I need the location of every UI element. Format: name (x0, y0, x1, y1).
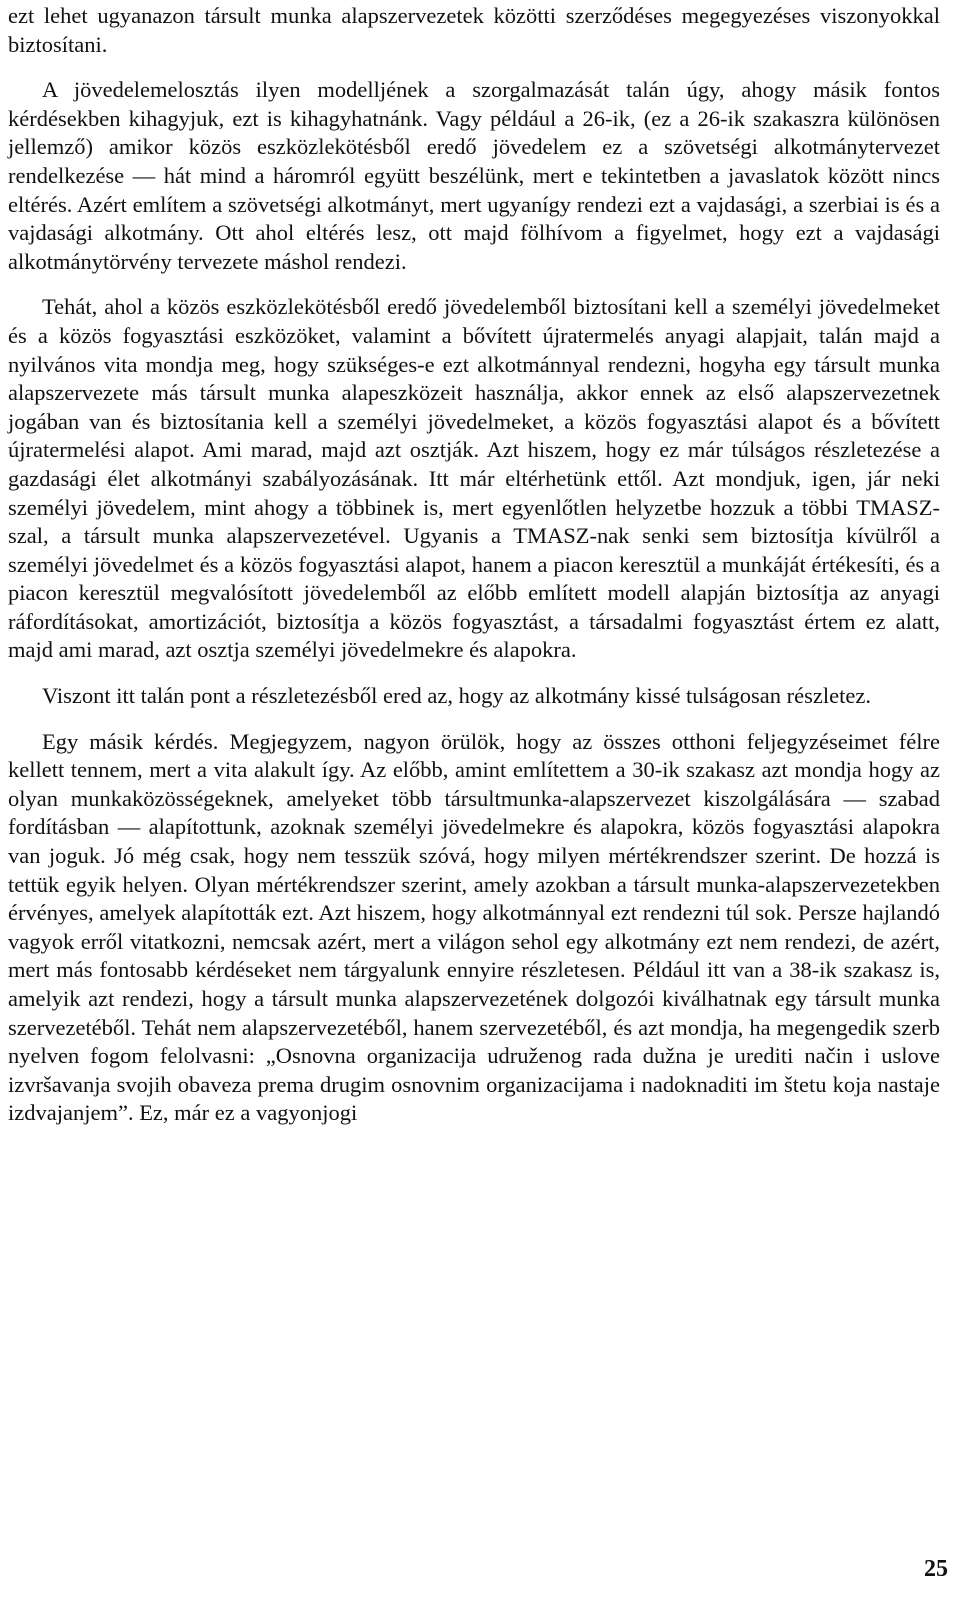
page-number: 25 (924, 1556, 948, 1582)
paragraph-3: Tehát, ahol a közös eszközlekötésből eredő jövedelemből biztosítani kell a személyi jövedelmeket és a közös fogyasztási eszközöket, valamint a bővített újratermelés anyagi alapjait, talán majd a nyilvános vita mondja meg, hogy szükséges-e ezt alkotmánnyal rendezni, hogyha egy társult munka alapszervezete más társult munka alapeszközeit használja, akkor ennek az első alapszervezetnek jogában van és biztosítania kell a személyi jövedelmeket, a közös fogyasztási alapot és a bővített újratermelési alapot. Ami marad, majd azt osztják. Azt hiszem, hogy ez már túlságos részletezése a gazdasági élet alkotmányi szabályozásának. Itt már eltérhetünk ettől. Azt mondjuk, igen, jár neki személyi jövedelem, mint ahogy a többinek is, mert egyenlőtlen helyzetbe hozzuk a többi TMASZ-szal, a társult munka alapszervezetével. Ugyanis a TMASZ-nak senki sem biztosítja kívülről a személyi jövedelmet és a közös fogyasztási alapot, hanem a piacon keresztül a munkáját értékesíti, és a piacon keresztül megvalósított jövedelemből az előbb említett modell alapján biztosítja az anyagi ráfordításokat, amortizációt, biztosítja a közös fogyasztást, a társadalmi fogyasztást értem ez alatt, majd ami marad, azt osztja személyi jövedelmekre és alapokra. (8, 294, 940, 663)
paragraph-2: A jövedelemelosztás ilyen modelljének a szorgalmazását talán úgy, ahogy másik fontos kérdésekben kihagyjuk, ezt is kihagyhatnánk. Vagy például a 26-ik, (ez a 26-ik szakaszra különösen jellemző) amikor közös eszközlekötésből eredő jövedelem ez a szövetségi alkotmánytervezet rendelkezése — hát mind a háromról együtt beszélünk, mert e tekintetben a javaslatok között nincs eltérés. Azért említem a szövetségi alkotmányt, mert ugyanígy rendezi ezt a vajdasági, a szerbiai is és a vajdasági alkotmány. Ott ahol eltérés lesz, ott majd fölhívom a figyelmet, hogy ezt a vajdasági alkotmánytörvény tervezete máshol rendezi. (8, 77, 940, 274)
document-body (8, 2, 940, 1145)
paragraph-5: Egy másik kérdés. Megjegyzem, nagyon örülök, hogy az összes otthoni feljegyzéseimet félre kellett tennem, mert a vita alakult így. Az előbb, amint említettem a 30-ik szakasz azt mondja hogy az olyan munkaközösségeknek, amelyeket több társultmunka-alapszervezet kiszolgálására — szabad fordításban — alapítottunk, azoknak személyi jövedelmekre és alapokra, közös fogyasztási alapokra van joguk. Jó még csak, hogy nem tesszük szóvá, hogy milyen mértékrendszer szerint. De hozzá is tettük egyik helyen. Olyan mértékrendszer szerint, amely azokban a társult munka-alapszervezetekben érvényes, amelyek alapították ezt. Azt hiszem, hogy alkotmánnyal ezt rendezni túl sok. Persze hajlandó vagyok erről vitatkozni, nemcsak azért, mert a világon sehol egy alkotmány ezt nem rendezi, de azért, mert más fontosabb kérdéseket nem tárgyalunk ennyire részletesen. Például itt van a 38-ik szakasz is, amelyik azt rendezi, hogy a társult munka alapszervezetének dolgozói kiválhatnak egy társult munka szervezetéből. Tehát nem alapszervezetéből, hanem szervezetéből, és azt mondja, ha megengedik szerb nyelven fogom felolvasni: „Osnovna organizacija udruženog rada dužna je urediti način i uslove izvršavanja svojih obaveza prema drugim osnovnim organizacijama i nadoknaditi im štetu koja nastaje izdvajanjem”. Ez, már ez a vagyonjogi (8, 728, 940, 1126)
paragraph-4: Viszont itt talán pont a részletezésből ered az, hogy az alkotmány kissé tulságosan részletez. (42, 683, 871, 709)
paragraph-1: ezt lehet ugyanazon társult munka alapszervezetek közötti szerződéses megegyezéses viszonyokkal biztosítani. (8, 3, 940, 57)
